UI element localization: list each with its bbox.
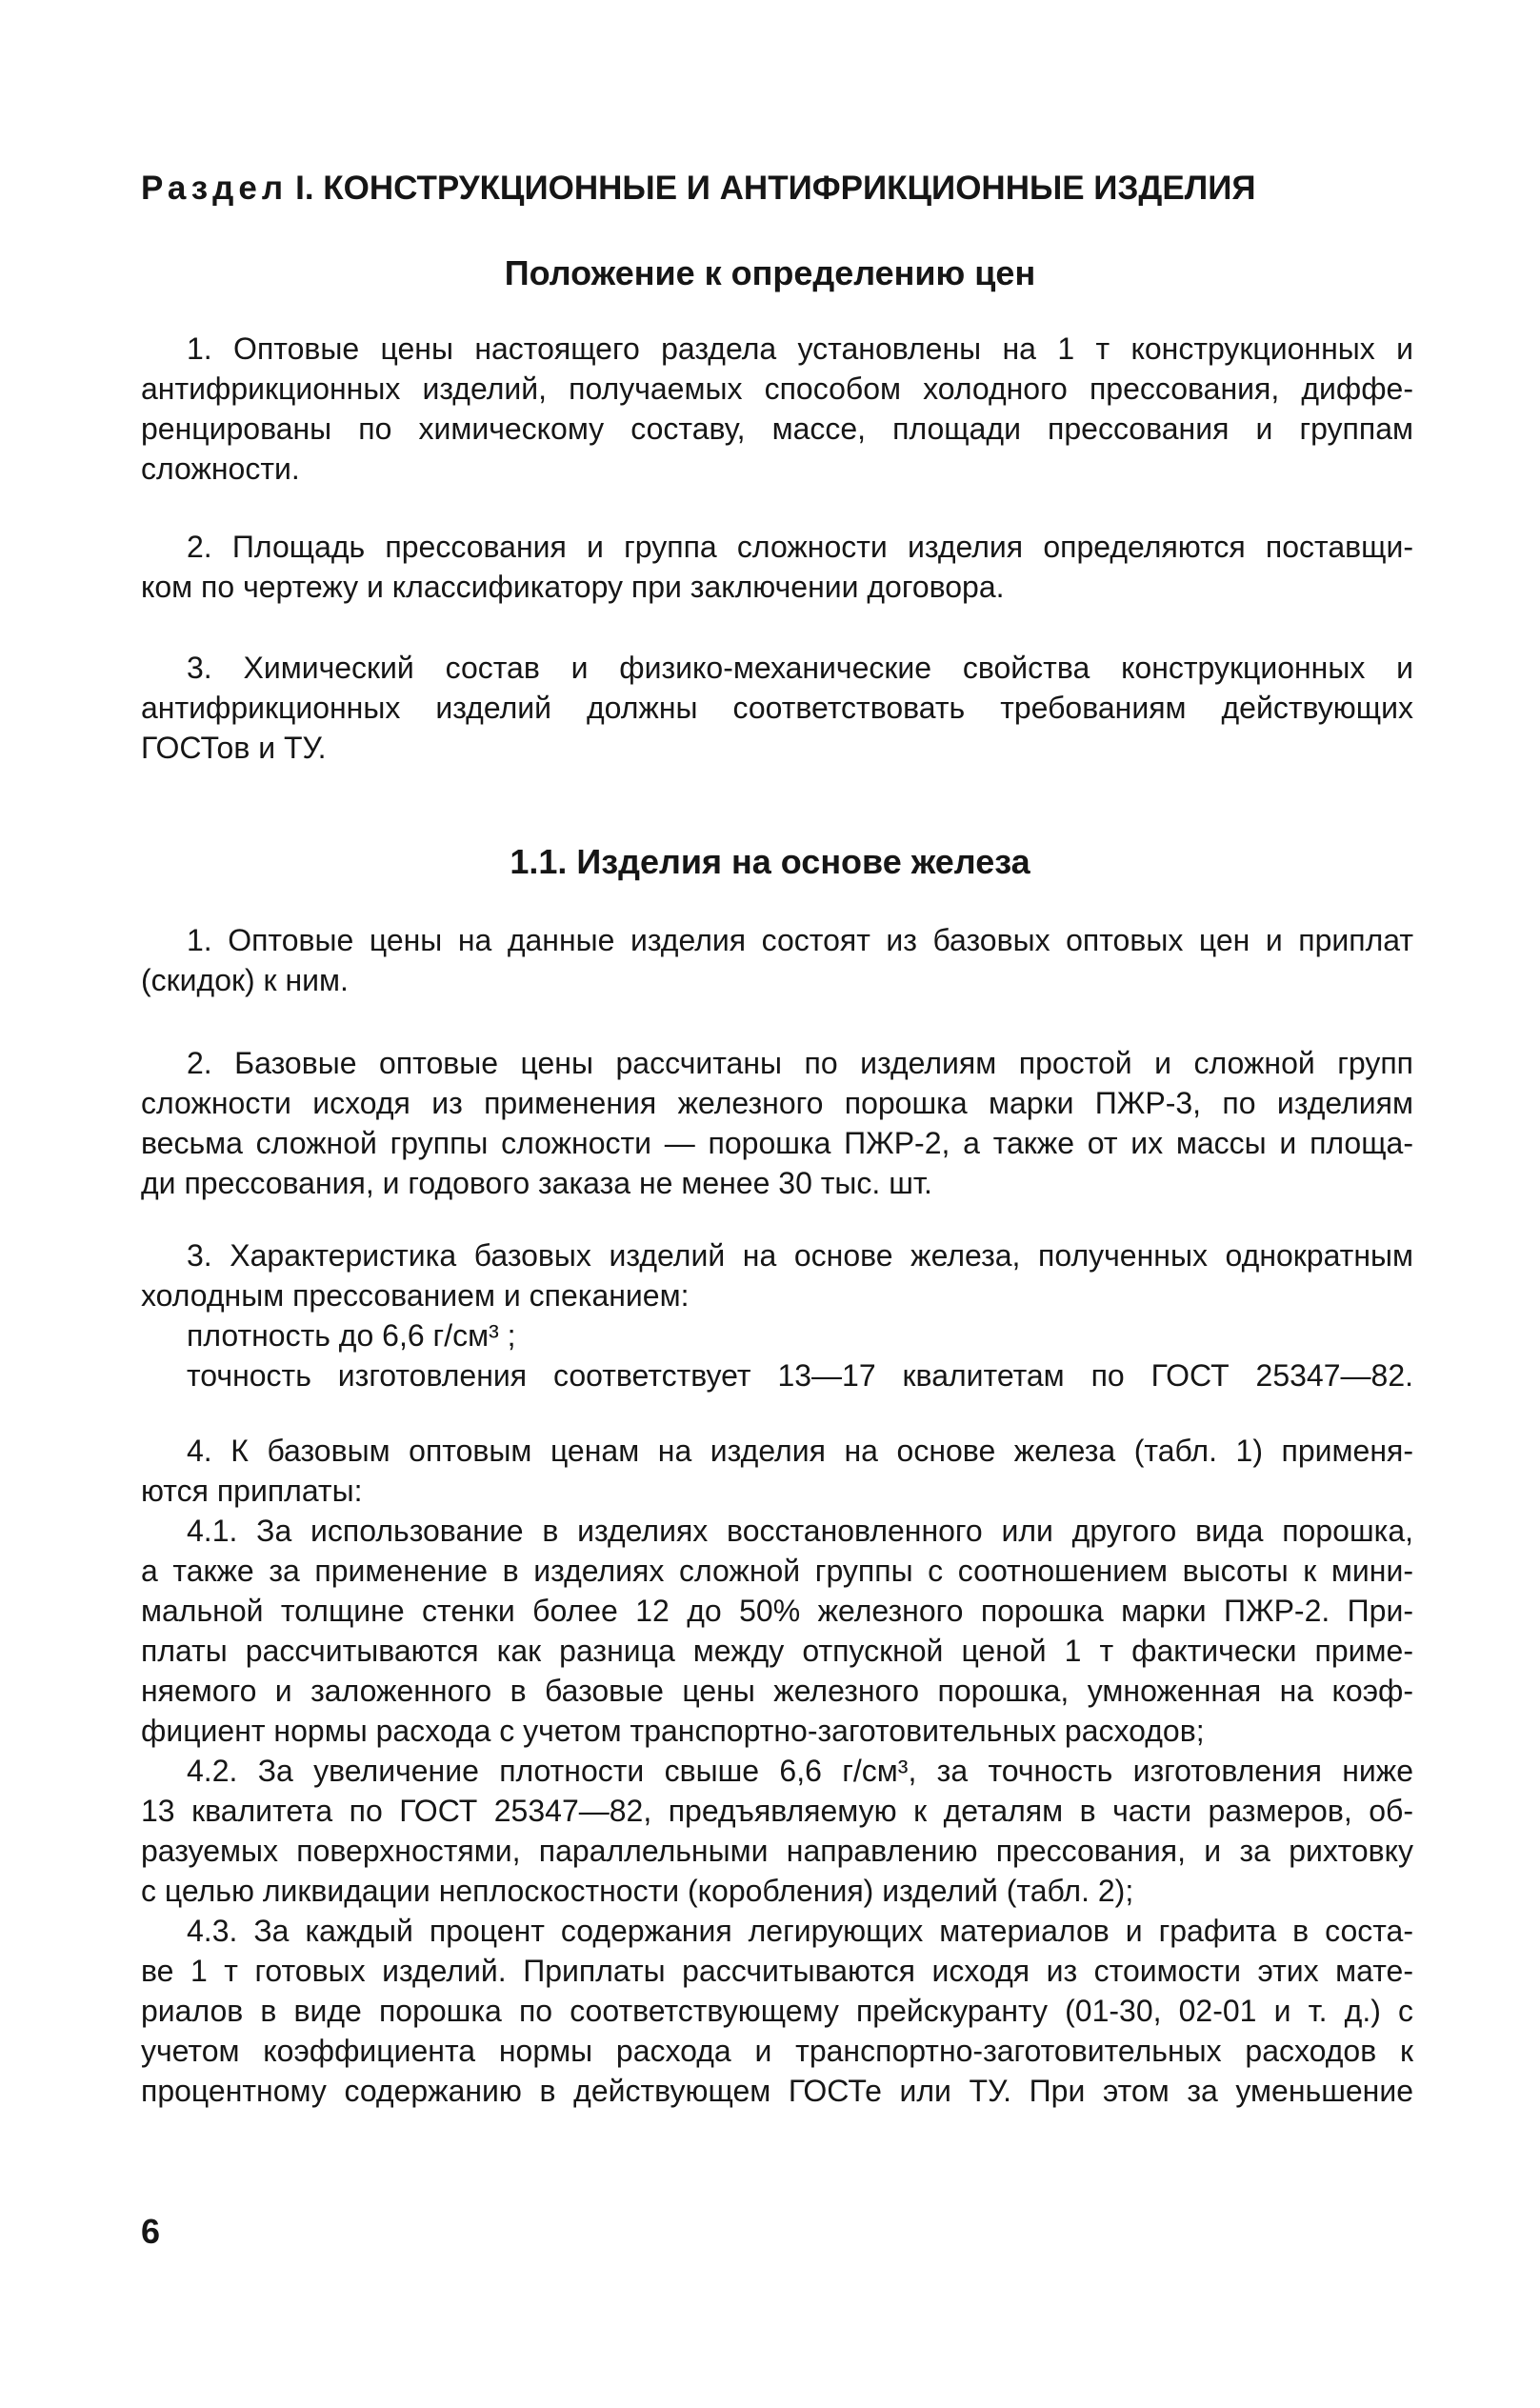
text-line: сложности. [141, 452, 300, 486]
text-line: 4. К базовым оптовым ценам на изделия на основе железа (табл. 1) применя- [187, 1434, 1413, 1468]
text-line: 3. Химический состав и физико-механические свойства конструкционных и [187, 651, 1413, 685]
text-line: ются приплаты: [141, 1474, 363, 1508]
iron-paragraph-4-2 [141, 1751, 1413, 1911]
text-line: ком по чертежу и классификатору при заключении договора. [141, 570, 1005, 604]
text-line: разуемых поверхностями, параллельными направлению прессования, и за рихтовку [141, 1834, 1413, 1868]
text-line: а также за применение в изделиях сложной группы с соотношением высоты к мини- [141, 1554, 1413, 1588]
intro-paragraph-3 [141, 648, 1413, 768]
text-line: точность изготовления соответствует 13—17 квалитетам по ГОСТ 25347—82. [187, 1358, 1413, 1393]
text-line: процентному содержанию в действующем ГОСТе или ТУ. При этом за уменьшение [141, 2074, 1413, 2108]
intro-paragraph-2 [141, 527, 1413, 607]
text-line: ренцированы по химическому составу, массе, площади прессования и группам [141, 411, 1413, 446]
text-line: с целью ликвидации неплоскостности (коробления) изделий (табл. 2); [141, 1874, 1134, 1908]
text-line: 3. Характеристика базовых изделий на основе железа, полученных однократным [187, 1238, 1413, 1273]
text-line: антифрикционных изделий, получаемых способом холодного прессования, диффе- [141, 371, 1413, 406]
text-line: учетом коэффициента нормы расхода и транспортно-заготовительных расходов к [141, 2034, 1413, 2068]
text-line: весьма сложной группы сложности — порошка ПЖР-2, а также от их массы и площа- [141, 1126, 1413, 1160]
page-number: 6 [141, 2212, 161, 2251]
iron-paragraph-2 [141, 1043, 1413, 1203]
section-name: I. КОНСТРУКЦИОННЫЕ И АНТИФРИКЦИОННЫЕ ИЗДЕЛИЯ [295, 170, 1256, 207]
text-line: ГОСТов и ТУ. [141, 731, 327, 765]
iron-paragraph-4 [141, 1431, 1413, 1511]
text-line: фициент нормы расхода с учетом транспортно-заготовительных расходов; [141, 1714, 1205, 1748]
text-line: 1. Оптовые цены на данные изделия состоят из базовых оптовых цен и приплат [187, 923, 1413, 957]
iron-paragraph-3 [141, 1235, 1413, 1395]
text-line: мальной толщине стенки более 12 до 50% железного порошка марки ПЖР-2. При- [141, 1594, 1413, 1628]
section-title [141, 170, 1413, 208]
text-line: (скидок) к ним. [141, 963, 349, 997]
text-line: риалов в виде порошка по соответствующему прейскуранту (01-30, 02-01 и т. д.) с [141, 1994, 1413, 2028]
iron-heading: 1.1. Изделия на основе железа [510, 842, 1030, 881]
text-line: 4.2. За увеличение плотности свыше 6,6 г/см³, за точность изготовления ниже [187, 1754, 1413, 1788]
text-line: 4.1. За использование в изделиях восстановленного или другого вида порошка, [187, 1514, 1413, 1548]
intro-heading: Положение к определению цен [504, 253, 1036, 292]
iron-paragraph-1 [141, 920, 1413, 1000]
text-line: ве 1 т готовых изделий. Приплаты рассчитываются исходя из стоимости этих мате- [141, 1954, 1413, 1988]
text-line: 2. Площадь прессования и группа сложности изделия определяются поставщи- [187, 530, 1413, 564]
text-line: ди прессования, и годового заказа не менее 30 тыс. шт. [141, 1166, 932, 1200]
text-line: антифрикционных изделий должны соответствовать требованиям действующих [141, 691, 1413, 725]
intro-paragraph-1 [141, 329, 1413, 489]
text-line: сложности исходя из применения железного порошка марки ПЖР-3, по изделиям [141, 1086, 1413, 1120]
text-line: 4.3. За каждый процент содержания легирующих материалов и графита в соста- [187, 1914, 1413, 1948]
text-line: 13 квалитета по ГОСТ 25347—82, предъявляемую к деталям в части размеров, об- [141, 1794, 1413, 1828]
iron-paragraph-4-1 [141, 1511, 1413, 1751]
iron-paragraph-4-3 [141, 1911, 1413, 2111]
text-line: платы рассчитываются как разница между отпускной ценой 1 т фактически приме- [141, 1634, 1413, 1668]
text-line: холодным прессованием и спеканием: [141, 1278, 690, 1313]
text-line: плотность до 6,6 г/см³ ; [187, 1318, 516, 1353]
text-line: няемого и заложенного в базовые цены железного порошка, умноженная на коэф- [141, 1674, 1413, 1708]
text-line: 2. Базовые оптовые цены рассчитаны по изделиям простой и сложной групп [187, 1046, 1413, 1080]
section-prefix: Раздел [141, 170, 289, 207]
text-line: 1. Оптовые цены настоящего раздела установлены на 1 т конструкционных и [187, 331, 1413, 366]
